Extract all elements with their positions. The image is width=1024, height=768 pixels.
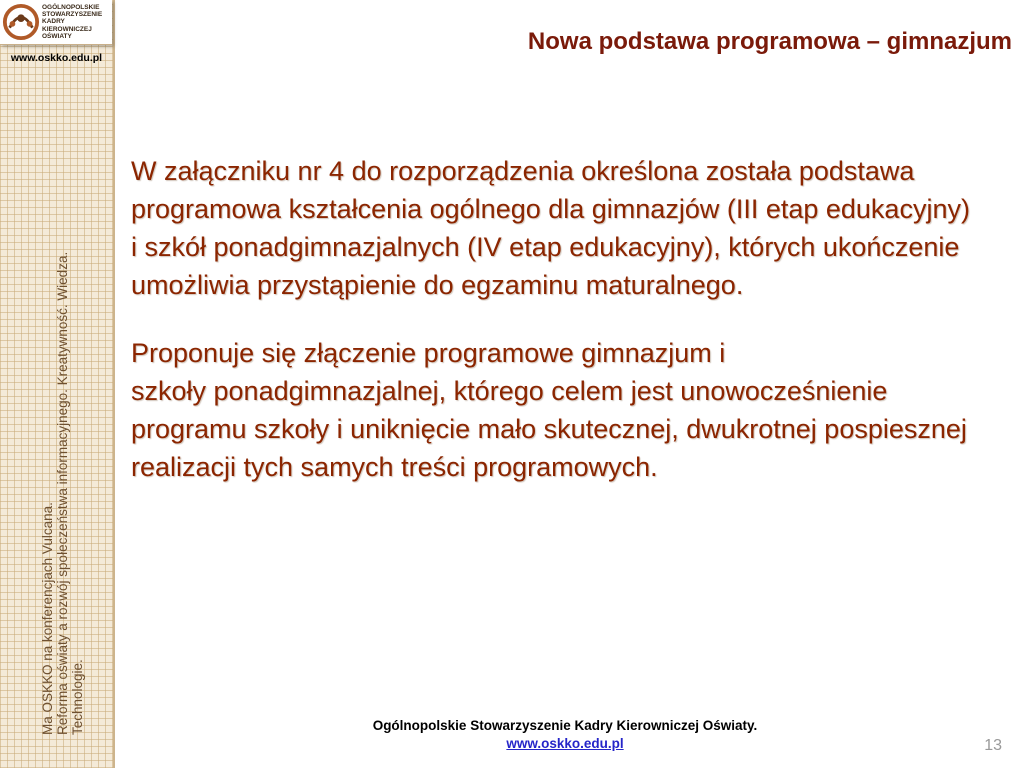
sidebar-motto xyxy=(40,175,85,735)
sidebar-url[interactable]: www.oskko.edu.pl xyxy=(10,52,103,64)
logo xyxy=(0,0,112,45)
page-number: 13 xyxy=(984,737,1002,754)
logo-text xyxy=(42,4,102,40)
logo-line: OGÓLNOPOLSKIE xyxy=(42,4,100,11)
footer-url-link[interactable]: www.oskko.edu.pl xyxy=(506,736,624,751)
paragraph-2-first-line: Proponuje się złączenie programowe gimnazjum i xyxy=(131,338,726,368)
logo-emblem-icon xyxy=(2,3,40,41)
sidebar xyxy=(0,0,115,768)
motto-line: Ma OSKKO na konferencjach Vulcana. xyxy=(40,502,55,735)
slide-title: Nowa podstawa programowa – gimnazjum xyxy=(527,28,1012,55)
logo-line: KADRY xyxy=(42,18,65,26)
motto-line: Reforma oświaty a rozwój społeczeństwa informacyjnego. Kreatywność. Wiedza. xyxy=(55,251,70,735)
logo-line: KIEROWNICZEJ xyxy=(42,25,92,33)
paragraph-2-rest: szkoły ponadgimnazjalnej, którego celem jest unowocześnienie programu szkoły i uniknięcie mało skutecznej, dwukrotnej pospiesznej realizacji tych samych treści programowych. xyxy=(131,376,967,482)
paragraph-1: W załączniku nr 4 do rozporządzenia określona została podstawa programowa kształcenia ogólnego dla gimnazjów (III etap edukacyjny) i szkół ponadgimnazjalnych (IV etap edukacyjny), których ukończenie umożliwia przystąpienie do egzaminu maturalnego. xyxy=(131,156,970,300)
footer xyxy=(300,717,830,753)
motto-line: Technologie. xyxy=(70,659,85,735)
logo-line: OŚWIATY xyxy=(42,32,72,40)
logo-line: STOWARZYSZENIE xyxy=(42,11,103,19)
slide-content xyxy=(131,152,971,486)
footer-org: Ogólnopolskie Stowarzyszenie Kadry Kierowniczej Oświaty. xyxy=(372,718,758,733)
